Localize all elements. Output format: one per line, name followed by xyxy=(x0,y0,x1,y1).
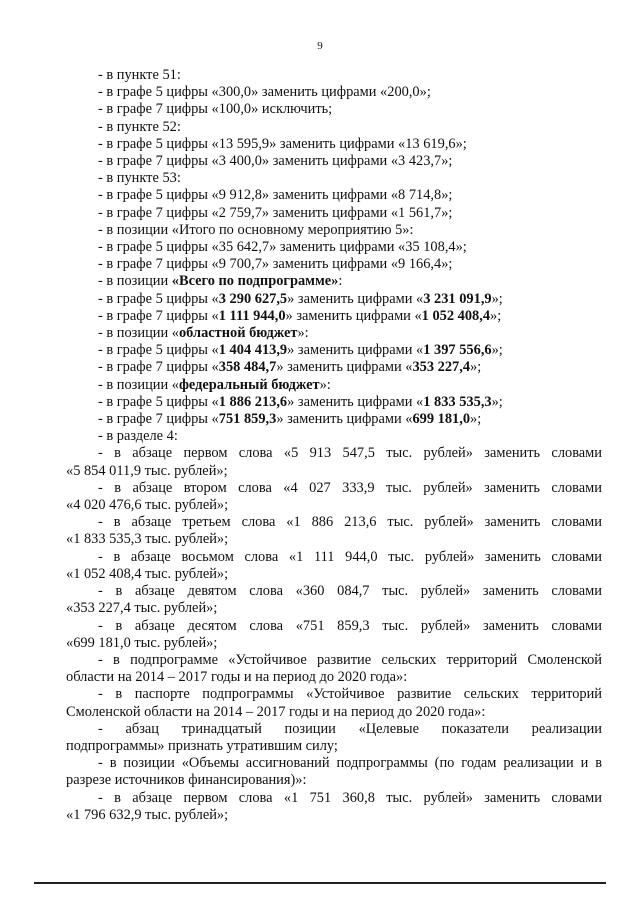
text-line: - в графе 5 цифры «3 290 627,5» заменить цифрами «3 231 091,9»; xyxy=(98,290,503,307)
text-line: «1 796 632,9 тыс. рублей»; xyxy=(66,806,229,823)
text-line: «1 833 535,3 тыс. рублей»; xyxy=(66,531,229,548)
text-line: - в графе 5 цифры «300,0» заменить цифрами «200,0»; xyxy=(98,84,431,101)
text-line: - в паспорте подпрограммы «Устойчивое развитие сельских территорий xyxy=(98,686,602,703)
text-line: - в позиции «Всего по подпрограмме»: xyxy=(98,273,343,290)
text-line: - в абзаце девятом слова «360 084,7 тыс. рублей» заменить словами xyxy=(98,583,602,600)
text-line: - в позиции «Объемы ассигнований подпрограммы (по годам реализации и в xyxy=(98,755,602,772)
text-line: - в позиции «федеральный бюджет»: xyxy=(98,376,331,393)
text-line: - в абзаце первом слова «1 751 360,8 тыс. рублей» заменить словами xyxy=(98,789,602,806)
page-number: 9 xyxy=(317,40,323,52)
text-line: - в графе 5 цифры «13 595,9» заменить цифрами «13 619,6»; xyxy=(98,135,467,152)
text-line: - в графе 7 цифры «9 700,7» заменить цифрами «9 166,4»; xyxy=(98,256,453,273)
text-line: - в абзаце третьем слова «1 886 213,6 тыс. рублей» заменить словами xyxy=(98,514,602,531)
text-line: - в графе 7 цифры «751 859,3» заменить цифрами «699 181,0»; xyxy=(98,411,482,428)
text-line: подпрограммы» признать утратившим силу; xyxy=(66,737,338,754)
text-line: - в абзаце десятом слова «751 859,3 тыс. рублей» заменить словами xyxy=(98,617,602,634)
document-body xyxy=(66,67,602,824)
text-line: - в графе 5 цифры «9 912,8» заменить цифрами «8 714,8»; xyxy=(98,187,453,204)
bottom-rule xyxy=(34,882,606,884)
text-line: - в графе 7 цифры «2 759,7» заменить цифрами «1 561,7»; xyxy=(98,204,453,221)
text-line: «699 181,0 тыс. рублей»; xyxy=(66,634,218,651)
text-line: - в графе 5 цифры «1 886 213,6» заменить цифрами «1 833 535,3»; xyxy=(98,393,503,410)
text-line: - в графе 7 цифры «100,0» исключить; xyxy=(98,101,333,118)
text-line: - абзац тринадцатый позиции «Целевые показатели реализации xyxy=(98,720,602,737)
text-line: разрезе источников финансирования)»: xyxy=(66,772,307,789)
text-line: области на 2014 – 2017 годы и на период до 2020 года»: xyxy=(66,669,408,686)
text-line: - в графе 7 цифры «3 400,0» заменить цифрами «3 423,7»; xyxy=(98,153,453,170)
text-line: «1 052 408,4 тыс. рублей»; xyxy=(66,565,229,582)
text-line: - в графе 7 цифры «358 484,7» заменить цифрами «353 227,4»; xyxy=(98,359,482,376)
text-line: - в абзаце первом слова «5 913 547,5 тыс. рублей» заменить словами xyxy=(98,445,602,462)
text-line: - в графе 7 цифры «1 111 944,0» заменить цифрами «1 052 408,4»; xyxy=(98,307,502,324)
text-line: - в графе 5 цифры «1 404 413,9» заменить цифрами «1 397 556,6»; xyxy=(98,342,503,359)
text-line: - в пункте 53: xyxy=(98,170,181,187)
text-line: «5 854 011,9 тыс. рублей»; xyxy=(66,462,228,479)
text-line: - в графе 5 цифры «35 642,7» заменить цифрами «35 108,4»; xyxy=(98,239,467,256)
text-line: - в пункте 51: xyxy=(98,67,181,83)
text-line: - в разделе 4: xyxy=(98,428,178,445)
text-line: - в абзаце втором слова «4 027 333,9 тыс. рублей» заменить словами xyxy=(98,479,602,496)
text-line: - в позиции «областной бюджет»: xyxy=(98,325,309,342)
text-line: - в пункте 52: xyxy=(98,118,181,135)
text-line: - в подпрограмме «Устойчивое развитие сельских территорий Смоленской xyxy=(98,651,602,668)
text-line: «4 020 476,6 тыс. рублей»; xyxy=(66,497,229,514)
text-line: - в позиции «Итого по основному мероприятию 5»: xyxy=(98,221,414,238)
text-line: Смоленской области на 2014 – 2017 годы и на период до 2020 года»: xyxy=(66,703,486,720)
text-line: «353 227,4 тыс. рублей»; xyxy=(66,600,218,617)
text-line: - в абзаце восьмом слова «1 111 944,0 тыс. рублей» заменить словами xyxy=(98,548,602,565)
